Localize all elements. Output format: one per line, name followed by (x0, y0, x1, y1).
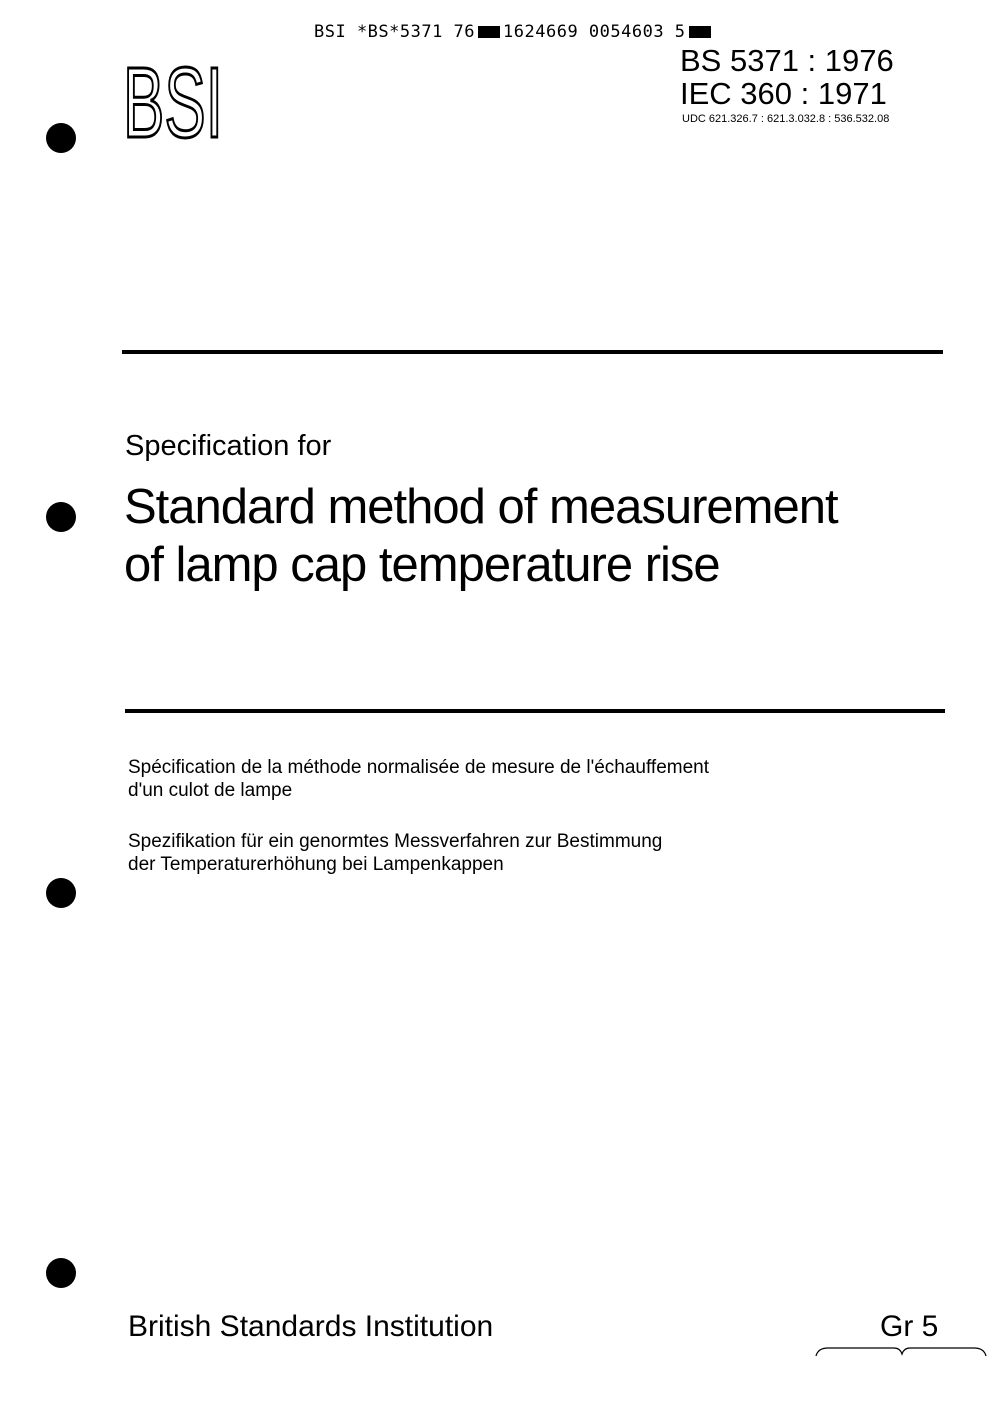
german-title-line-2: der Temperaturerhöhung bei Lampenkappen (128, 854, 504, 875)
french-title-line-2: d'un culot de lampe (128, 780, 293, 801)
punch-hole (46, 123, 76, 153)
punch-hole (46, 878, 76, 908)
title-prefix: Specification for (125, 430, 332, 462)
german-title (128, 830, 662, 876)
french-title (128, 756, 709, 802)
document-title (124, 478, 924, 594)
bs-number: BS 5371 : 1976 (680, 43, 894, 78)
title-line-1: Standard method of measurement (124, 480, 838, 534)
document-code-part1: BSI *BS*5371 76 (314, 22, 476, 42)
publisher: British Standards Institution (128, 1310, 494, 1343)
bsi-logo-text: BSI (123, 51, 223, 141)
top-rule (122, 350, 943, 354)
title-line-2: of lamp cap temperature rise (124, 538, 720, 592)
document-code-part2: 1624669 0054603 5 (503, 22, 686, 42)
document-code (314, 22, 714, 42)
udc-classification: UDC 621.326.7 : 621.3.032.8 : 536.532.08 (682, 113, 890, 125)
bsi-logo (122, 51, 224, 141)
redaction-mark (689, 26, 711, 38)
french-title-line-1: Spécification de la méthode normalisée de mesure de l'échauffement (128, 757, 710, 778)
price-grade: Gr 5 (880, 1310, 939, 1343)
middle-rule (125, 709, 945, 713)
grade-underline (814, 1344, 988, 1360)
iec-number: IEC 360 : 1971 (680, 76, 887, 111)
punch-hole (46, 1258, 76, 1288)
punch-hole (46, 502, 76, 532)
german-title-line-1: Spezifikation für ein genormtes Messverfahren zur Bestimmung (128, 831, 663, 852)
redaction-mark (478, 26, 500, 38)
